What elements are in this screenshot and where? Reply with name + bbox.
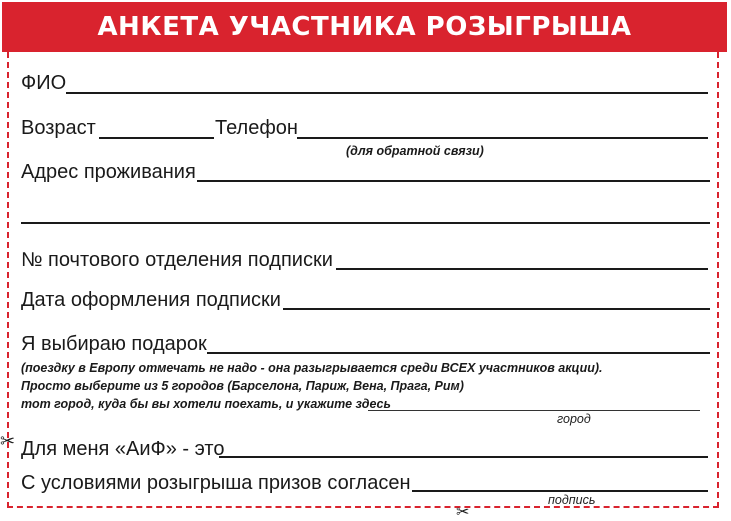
post-office-field[interactable] [336, 268, 708, 270]
gift-note-1: (поездку в Европу отмечать не надо - она разыгрывается среди ВСЕХ участников акции). [21, 361, 603, 375]
signature-hint: подпись [548, 493, 596, 507]
subscription-date-label: Дата оформления подписки [21, 289, 281, 311]
gift-field[interactable] [207, 352, 710, 354]
form-title: АНКЕТА УЧАСТНИКА РОЗЫГРЫША [97, 12, 632, 42]
aif-field[interactable] [219, 456, 708, 458]
fio-label: ФИО [21, 72, 67, 94]
gift-label: Я выбираю подарок [21, 333, 207, 355]
phone-label: Телефон [215, 117, 298, 139]
gift-note-3: тот город, куда бы вы хотели поехать, и укажите здесь [21, 397, 391, 411]
phone-note: (для обратной связи) [346, 144, 484, 158]
city-hint: город [557, 412, 591, 426]
scissors-bottom-icon: ✂ [456, 504, 470, 521]
consent-label: С условиями розыгрыша призов согласен [21, 472, 411, 494]
address-field[interactable] [197, 180, 710, 182]
post-office-label: № почтового отделения подписки [21, 249, 333, 271]
scissors-icon: ✂ [0, 431, 16, 451]
city-field[interactable] [368, 410, 700, 411]
age-field[interactable] [99, 137, 214, 139]
address-label: Адрес проживания [21, 161, 196, 183]
form-header [2, 2, 727, 52]
gift-note-2: Просто выберите из 5 городов (Барселона, Париж, Вена, Прага, Рим) [21, 379, 464, 393]
subscription-date-field[interactable] [283, 308, 710, 310]
age-label: Возраст [21, 117, 96, 139]
aif-label: Для меня «АиФ» - это [21, 438, 225, 460]
signature-field[interactable] [412, 490, 708, 492]
fio-field[interactable] [66, 92, 708, 94]
address-field-line2[interactable] [21, 222, 710, 224]
phone-field[interactable] [297, 137, 708, 139]
